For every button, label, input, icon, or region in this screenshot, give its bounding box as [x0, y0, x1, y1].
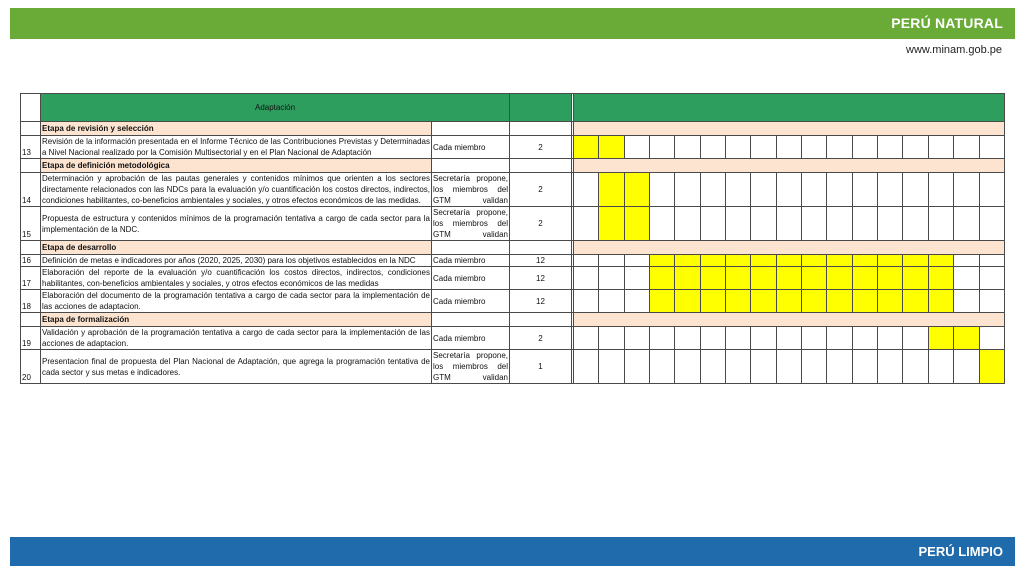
brand-peru-limpio: PERÚ LIMPIO [918, 544, 1003, 559]
week-cell [624, 350, 649, 384]
week-cell-active [675, 255, 700, 267]
task-responsible: Cada miembro [432, 267, 510, 290]
task-row [21, 207, 1005, 241]
week-cell-active [599, 173, 624, 207]
week-cell [726, 207, 751, 241]
week-cell [954, 350, 979, 384]
stage-dur-cell [510, 241, 572, 255]
week-cell-active [650, 267, 675, 290]
week-cell [599, 255, 624, 267]
week-cell-active [751, 290, 776, 313]
week-cell-active [954, 327, 979, 350]
task-responsible: Secretaría propone, los miembros del GTM validan [433, 174, 508, 205]
week-cell [852, 350, 877, 384]
week-cell [852, 327, 877, 350]
week-cell-active [928, 255, 953, 267]
task-number: 16 [21, 255, 41, 267]
week-cell [802, 327, 827, 350]
week-cell-active [852, 255, 877, 267]
week-cell-active [878, 255, 903, 267]
week-cell [928, 207, 953, 241]
week-cell [827, 207, 852, 241]
stage-dur-cell [510, 159, 572, 173]
week-cell [675, 327, 700, 350]
week-cell-active [574, 136, 599, 159]
task-responsible: Cada miembro [432, 327, 510, 350]
week-cell [878, 173, 903, 207]
week-cell-active [827, 290, 852, 313]
week-cell [979, 207, 1004, 241]
task-number: 19 [21, 327, 41, 350]
week-cell [574, 267, 599, 290]
week-cell [650, 136, 675, 159]
week-cell [776, 136, 801, 159]
week-cell-active [700, 290, 725, 313]
stage-weeks-cell [574, 313, 1005, 327]
task-description: Validación y aprobación de la programación tentativa a cargo de cada sector para la implementación de las acciones de adaptacion. [42, 328, 430, 348]
week-cell [776, 207, 801, 241]
week-cell [700, 136, 725, 159]
table-header-row [21, 94, 1005, 122]
header-duration-cell [510, 94, 572, 122]
week-cell [954, 267, 979, 290]
week-cell [852, 207, 877, 241]
stage-row [21, 159, 1005, 173]
week-cell [979, 173, 1004, 207]
week-cell [827, 173, 852, 207]
week-cell [574, 290, 599, 313]
week-cell [751, 327, 776, 350]
week-cell [751, 207, 776, 241]
week-cell [954, 136, 979, 159]
stage-row [21, 122, 1005, 136]
week-cell-active [776, 255, 801, 267]
header-num-cell [21, 94, 41, 122]
week-cell-active [852, 290, 877, 313]
week-cell [776, 350, 801, 384]
week-cell [979, 327, 1004, 350]
week-cell [852, 136, 877, 159]
week-cell-active [751, 267, 776, 290]
task-description: Revisión de la información presentada en el Informe Técnico de las Contribuciones Previstas y Determinadas a Nivel Nacional realizado por la Comisión Multisectorial y en el Plan Nacional de Adaptación [42, 137, 430, 157]
week-cell [928, 173, 953, 207]
website-url: www.minam.gob.pe [906, 44, 1002, 56]
week-cell [726, 136, 751, 159]
stage-resp-cell [432, 159, 510, 173]
week-cell [802, 173, 827, 207]
week-cell [802, 136, 827, 159]
week-cell-active [751, 255, 776, 267]
stage-label: Etapa de desarrollo [41, 241, 432, 255]
task-duration: 12 [510, 255, 572, 267]
week-cell [726, 350, 751, 384]
schedule-table [20, 93, 1005, 384]
task-description: Definición de metas e indicadores por años (2020, 2025, 2030) para los objetivos establecidos en la NDC [41, 255, 432, 267]
week-cell-active [979, 350, 1004, 384]
week-cell [574, 207, 599, 241]
task-responsible: Cada miembro [432, 136, 510, 159]
task-description: Elaboración del reporte de la evaluación y/o cuantificación los costos directos, indirectos, condiciones habilitantes, con-beneficios ambientales y sociales, y otros efectos económicos de las medidas [42, 268, 430, 288]
stage-num-cell [21, 159, 41, 173]
week-cell [726, 327, 751, 350]
top-banner [10, 8, 1015, 39]
stage-row [21, 313, 1005, 327]
task-row [21, 327, 1005, 350]
week-cell [624, 327, 649, 350]
task-row [21, 350, 1005, 384]
stage-num-cell [21, 313, 41, 327]
stage-num-cell [21, 122, 41, 136]
stage-label: Etapa de revisión y selección [41, 122, 432, 136]
week-cell [751, 350, 776, 384]
stage-resp-cell [432, 122, 510, 136]
week-cell-active [700, 267, 725, 290]
week-cell [700, 327, 725, 350]
week-cell-active [802, 267, 827, 290]
task-duration: 2 [510, 173, 572, 207]
stage-weeks-cell [574, 122, 1005, 136]
header-weeks-cell [574, 94, 1005, 122]
task-duration: 12 [510, 290, 572, 313]
week-cell-active [675, 290, 700, 313]
week-cell [802, 350, 827, 384]
stage-resp-cell [432, 313, 510, 327]
week-cell [928, 350, 953, 384]
week-cell [954, 173, 979, 207]
task-row [21, 173, 1005, 207]
stage-row [21, 241, 1005, 255]
task-responsible: Cada miembro [432, 290, 510, 313]
week-cell [599, 290, 624, 313]
task-row [21, 136, 1005, 159]
week-cell [827, 136, 852, 159]
stage-weeks-cell [574, 159, 1005, 173]
task-number: 14 [21, 173, 41, 207]
bottom-banner [10, 537, 1015, 566]
week-cell-active [903, 255, 928, 267]
stage-label: Etapa de formalización [41, 313, 432, 327]
week-cell [675, 136, 700, 159]
week-cell [878, 136, 903, 159]
week-cell [675, 207, 700, 241]
task-number: 13 [21, 136, 41, 159]
task-duration: 2 [510, 327, 572, 350]
week-cell [979, 267, 1004, 290]
week-cell [827, 327, 852, 350]
week-cell [878, 327, 903, 350]
week-cell [650, 173, 675, 207]
task-description: Elaboración del documento de la programación tentativa a cargo de cada sector para la implementación de las acciones de adaptacion. [42, 291, 430, 311]
week-cell-active [726, 267, 751, 290]
week-cell [650, 350, 675, 384]
week-cell-active [827, 267, 852, 290]
week-cell-active [599, 207, 624, 241]
week-cell [726, 173, 751, 207]
week-cell [802, 207, 827, 241]
stage-label: Etapa de definición metodológica [41, 159, 432, 173]
table-title: Adaptación [41, 94, 510, 122]
week-cell-active [802, 290, 827, 313]
week-cell [852, 173, 877, 207]
week-cell [903, 327, 928, 350]
brand-peru-natural: PERÚ NATURAL [891, 15, 1003, 31]
task-description: Determinación y aprobación de las pautas generales y contenidos mínimos que orienten a los sectores directamente relacionados con las NDCs para la evaluación y/o cuantificación los costos directos, indirectos, condiciones habilitantes, co-beneficios ambientales y sociales, y otros efectos económicos de las medidas. [42, 174, 430, 205]
week-cell [979, 255, 1004, 267]
task-duration: 2 [510, 207, 572, 241]
week-cell-active [650, 255, 675, 267]
stage-dur-cell [510, 122, 572, 136]
week-cell [650, 207, 675, 241]
week-cell [954, 290, 979, 313]
week-cell [878, 350, 903, 384]
week-cell [776, 173, 801, 207]
week-cell-active [928, 327, 953, 350]
week-cell [954, 207, 979, 241]
week-cell [954, 255, 979, 267]
week-cell [624, 136, 649, 159]
week-cell [675, 350, 700, 384]
task-row [21, 290, 1005, 313]
week-cell [624, 255, 649, 267]
week-cell [574, 350, 599, 384]
week-cell-active [776, 290, 801, 313]
task-number: 18 [21, 290, 41, 313]
week-cell [675, 173, 700, 207]
week-cell [599, 267, 624, 290]
week-cell [903, 350, 928, 384]
week-cell-active [726, 255, 751, 267]
week-cell [700, 173, 725, 207]
week-cell [827, 350, 852, 384]
week-cell-active [599, 136, 624, 159]
week-cell [624, 290, 649, 313]
stage-num-cell [21, 241, 41, 255]
week-cell [979, 290, 1004, 313]
week-cell [574, 255, 599, 267]
week-cell [928, 136, 953, 159]
week-cell [700, 207, 725, 241]
week-cell [700, 350, 725, 384]
week-cell-active [903, 290, 928, 313]
week-cell-active [903, 267, 928, 290]
week-cell [903, 136, 928, 159]
task-number: 15 [21, 207, 41, 241]
week-cell-active [624, 173, 649, 207]
week-cell [903, 173, 928, 207]
task-number: 20 [21, 350, 41, 384]
task-description: Propuesta de estructura y contenidos mínimos de la programación tentativa a cargo de cada sector para la implementación de la NDC. [41, 207, 432, 241]
week-cell [751, 136, 776, 159]
week-cell-active [802, 255, 827, 267]
week-cell-active [928, 267, 953, 290]
week-cell [776, 327, 801, 350]
task-row [21, 267, 1005, 290]
week-cell-active [726, 290, 751, 313]
task-description: Presentacion final de propuesta del Plan Nacional de Adaptación, que agrega la programación tentativa de cada sector y sus metas e indicadores. [41, 350, 432, 384]
week-cell [599, 350, 624, 384]
week-cell [751, 173, 776, 207]
week-cell [650, 327, 675, 350]
task-duration: 12 [510, 267, 572, 290]
week-cell-active [776, 267, 801, 290]
week-cell [979, 136, 1004, 159]
week-cell-active [827, 255, 852, 267]
week-cell-active [675, 267, 700, 290]
week-cell-active [878, 267, 903, 290]
week-cell [574, 327, 599, 350]
week-cell [624, 267, 649, 290]
week-cell-active [852, 267, 877, 290]
task-responsible: Secretaría propone, los miembros del GTM validan [433, 208, 508, 239]
stage-weeks-cell [574, 241, 1005, 255]
week-cell [574, 173, 599, 207]
stage-dur-cell [510, 313, 572, 327]
week-cell-active [700, 255, 725, 267]
task-responsible: Secretaría propone, los miembros del GTM validan [433, 351, 508, 382]
week-cell [599, 327, 624, 350]
task-row [21, 255, 1005, 267]
week-cell [878, 207, 903, 241]
task-responsible: Cada miembro [432, 255, 510, 267]
week-cell-active [928, 290, 953, 313]
week-cell-active [878, 290, 903, 313]
task-duration: 1 [510, 350, 572, 384]
week-cell-active [624, 207, 649, 241]
stage-resp-cell [432, 241, 510, 255]
task-duration: 2 [510, 136, 572, 159]
task-number: 17 [21, 267, 41, 290]
week-cell [903, 207, 928, 241]
week-cell-active [650, 290, 675, 313]
